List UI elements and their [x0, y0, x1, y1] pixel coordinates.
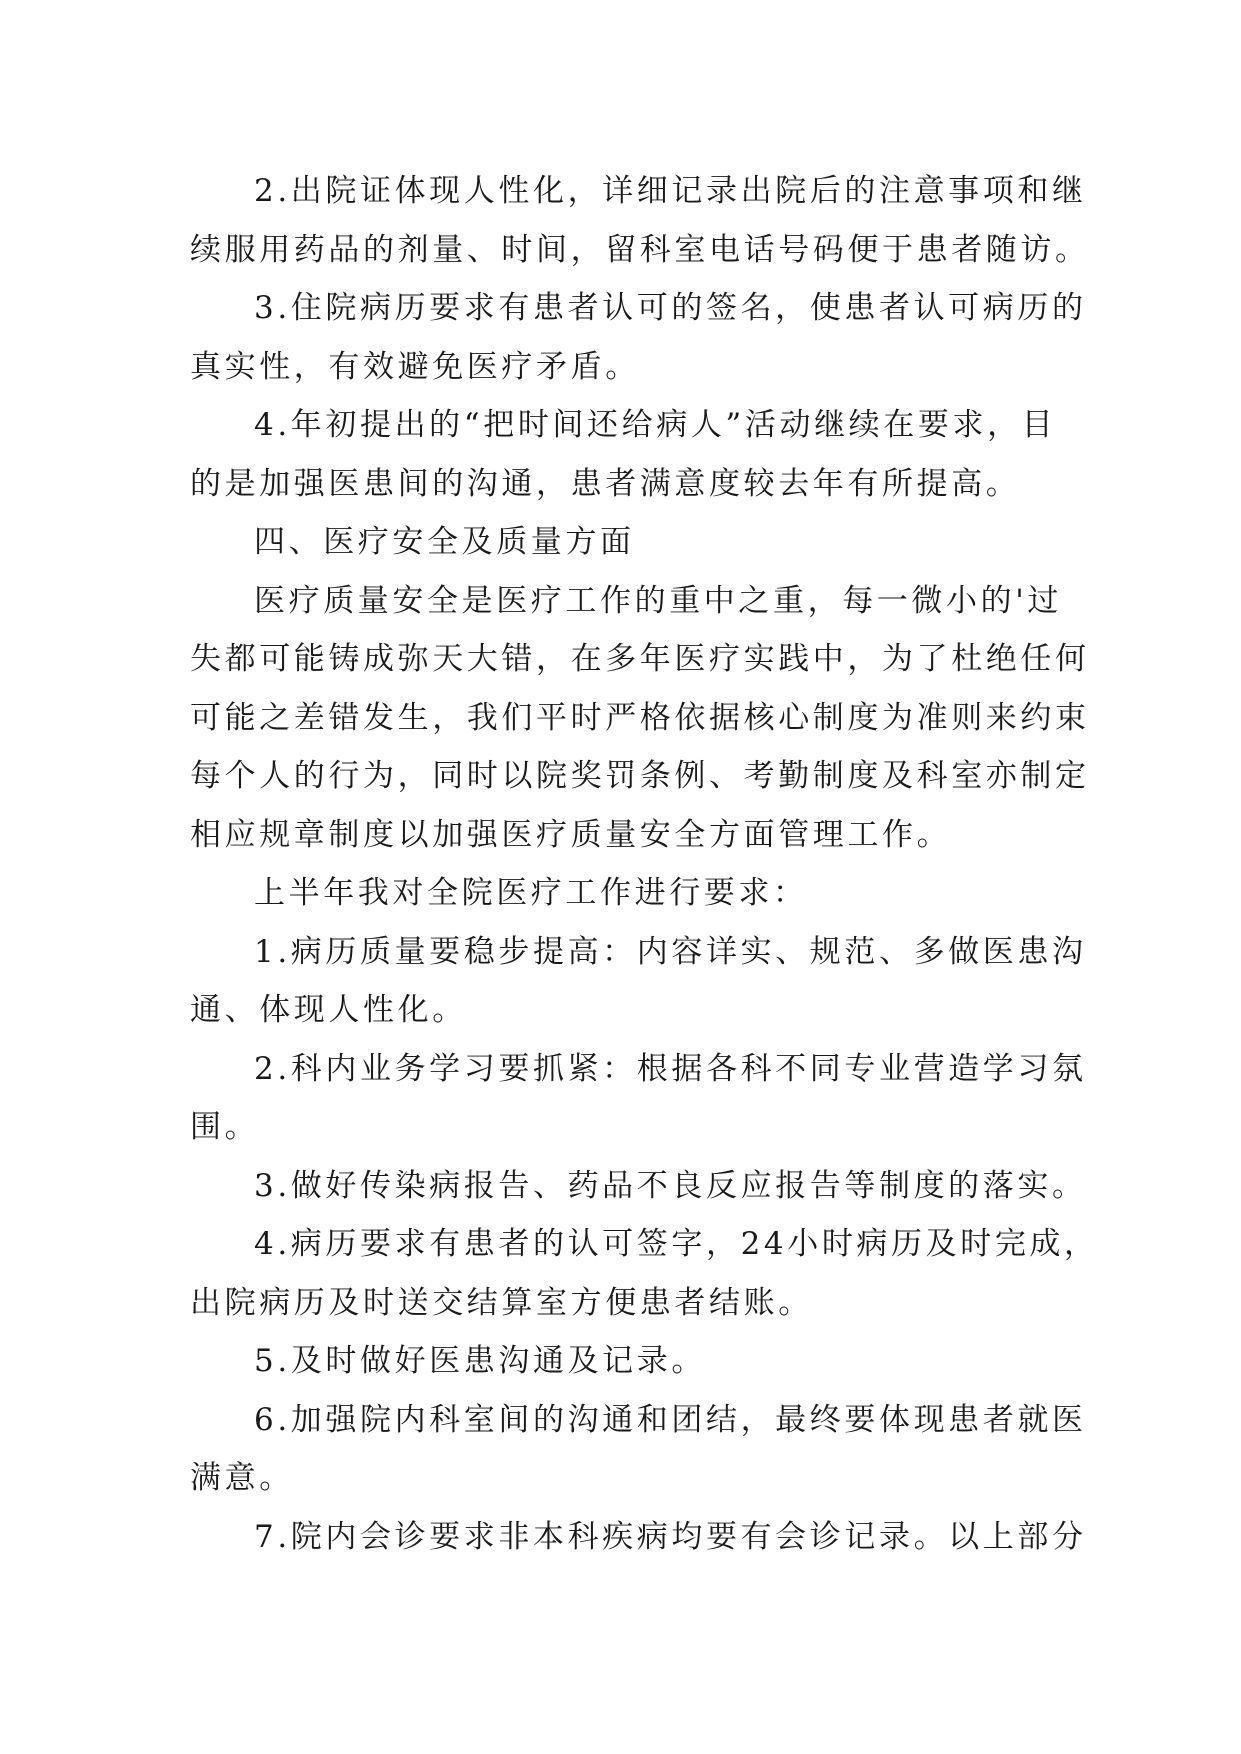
text-line: 上半年我对全院医疗工作进行要求： [254, 875, 808, 911]
text-line: 2.出院证体现人性化，详细记录出院后的注意事项和继 [254, 173, 1087, 209]
text-line: 可能之差错发生，我们平时严格依据核心制度为准则来约束 [190, 699, 1090, 736]
list-item: 5.及时做好医患沟通及记录。 [254, 1343, 706, 1379]
list-item: 6.加强院内科室间的沟通和团结，最终要体现患者就医 [254, 1401, 1087, 1438]
text-line: 围。 [190, 1109, 260, 1145]
section-heading: 四、医疗安全及质量方面 [254, 524, 635, 560]
body-text [190, 162, 1099, 1566]
text-line: 通、体现人性化。 [190, 992, 467, 1028]
text-line: 4.年初提出的“把时间还给病人”活动继续在要求，目 [254, 407, 1057, 443]
text-line: 3.住院病历要求有患者认可的签名，使患者认可病历的 [254, 290, 1087, 326]
text-line: 每个人的行为，同时以院奖罚条例、考勤制度及科室亦制定 [190, 758, 1090, 794]
text-line: 的是加强医患间的沟通，患者满意度较去年有所提高。 [190, 465, 1021, 502]
list-item: 7.院内会诊要求非本科疾病均要有会诊记录。以上部分 [254, 1518, 1087, 1555]
text-line: 相应规章制度以加强医疗质量安全方面管理工作。 [190, 816, 952, 853]
text-line: 满意。 [190, 1460, 294, 1496]
list-item: 3.做好传染病报告、药品不良反应报告等制度的落实。 [254, 1167, 1087, 1204]
text-line: 出院病历及时送交结算室方便患者结账。 [190, 1284, 813, 1321]
list-item: 2.科内业务学习要抓紧：根据各科不同专业营造学习氛 [254, 1050, 1087, 1087]
text-line: 续服用药品的剂量、时间，留科室电话号码便于患者随访。 [190, 231, 1090, 268]
list-item: 4.病历要求有患者的认可签字，24小时病历及时完成， [254, 1226, 1099, 1262]
text-line: 医疗质量安全是医疗工作的重中之重，每一微小的'过 [254, 582, 1062, 619]
list-item: 1.病历质量要稳步提高：内容详实、规范、多做医患沟 [254, 933, 1087, 970]
text-line: 失都可能铸成弥天大错，在多年医疗实践中，为了杜绝任何 [190, 641, 1090, 677]
text-line: 真实性，有效避免医疗矛盾。 [190, 348, 640, 385]
